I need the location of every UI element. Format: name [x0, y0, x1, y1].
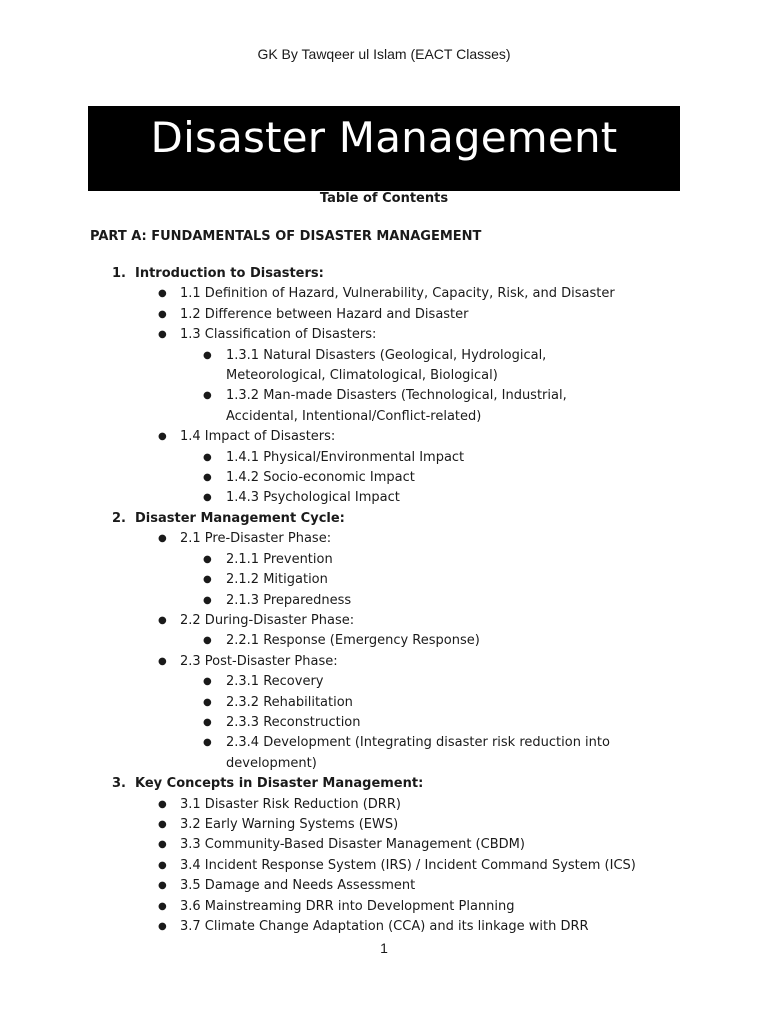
toc-subitem — [0, 448, 636, 468]
bullet-icon: ● — [158, 533, 167, 545]
toc-item-label: 3.5 Damage and Needs Assessment — [180, 878, 416, 894]
section-title: Key Concepts in Disaster Management: — [135, 776, 424, 792]
section-title: Introduction to Disasters: — [135, 266, 324, 281]
toc-item-label: 1.4 Impact of Disasters: — [180, 429, 336, 445]
toc-subitem-label: 2.3.3 Reconstruction — [226, 714, 361, 730]
toc-subitem-label: 2.1.1 Prevention — [226, 551, 333, 567]
section-number: 1. — [112, 266, 126, 281]
bullet-icon: ● — [158, 839, 167, 851]
toc-subitem — [0, 672, 636, 692]
toc-subitem — [0, 346, 636, 387]
bullet-icon: ● — [203, 451, 212, 463]
toc-subitem-label: 2.3.2 Rehabilitation — [226, 694, 353, 710]
toc-heading: Table of Contents — [319, 191, 449, 206]
toc-item-label: 1.2 Difference between Hazard and Disaster — [180, 306, 469, 322]
toc-item — [0, 305, 768, 325]
toc-subitem-label: 2.2.1 Response (Emergency Response) — [226, 633, 480, 649]
bullet-icon: ● — [203, 635, 212, 647]
page-number: 1 — [380, 940, 388, 956]
bullet-icon: ● — [203, 716, 212, 728]
bullet-icon: ● — [158, 900, 167, 912]
bullet-icon: ● — [203, 349, 212, 361]
toc-item-label: 2.1 Pre-Disaster Phase: — [180, 531, 332, 547]
toc-subitem-label: 1.4.2 Socio-economic Impact — [226, 470, 415, 486]
toc-subitem-label: 1.4.1 Physical/Environmental Impact — [226, 449, 465, 465]
section-number: 3. — [112, 776, 126, 792]
toc-item-label: 2.3 Post-Disaster Phase: — [180, 653, 338, 669]
bullet-icon: ● — [203, 553, 212, 565]
bullet-icon: ● — [158, 288, 167, 300]
section-number: 2. — [112, 510, 126, 526]
bullet-icon: ● — [158, 921, 167, 932]
section-title: Disaster Management Cycle: — [135, 510, 345, 526]
bullet-icon: ● — [203, 737, 212, 749]
bullet-icon: ● — [158, 329, 167, 341]
toc-item — [0, 835, 768, 855]
toc-subitem — [0, 693, 636, 713]
toc-item — [0, 815, 768, 835]
bullet-icon: ● — [158, 798, 167, 810]
toc-section — [0, 509, 768, 529]
bullet-icon: ● — [203, 676, 212, 688]
toc-subitem-label: 1.4.3 Psychological Impact — [226, 490, 400, 506]
toc-subitem — [0, 631, 636, 651]
toc-item-label: 2.2 During-Disaster Phase: — [180, 612, 355, 628]
title-banner — [88, 106, 680, 191]
toc-subitem — [0, 468, 636, 488]
toc-item — [0, 325, 768, 345]
toc-subitem-label: 2.1.2 Mitigation — [226, 572, 328, 588]
toc-subitem — [0, 591, 636, 611]
toc-item — [0, 529, 768, 549]
toc-subitem-label: 2.1.3 Preparedness — [226, 592, 352, 608]
bullet-icon: ● — [203, 574, 212, 586]
toc-subitem — [0, 550, 636, 570]
toc-section — [0, 774, 768, 794]
toc-item — [0, 284, 768, 304]
toc-item — [0, 611, 768, 631]
bullet-icon: ● — [158, 655, 167, 667]
bullet-icon: ● — [158, 308, 167, 320]
toc-item-label: 3.1 Disaster Risk Reduction (DRR) — [180, 796, 401, 812]
toc-subitem — [0, 386, 636, 427]
bullet-icon: ● — [158, 859, 167, 871]
toc-item — [0, 876, 768, 896]
toc-subitem-label: 1.3.2 Man-made Disasters (Technological, Industrial, Accidental, Intentional/Conflict-related) — [226, 388, 567, 424]
table-of-contents — [0, 264, 768, 937]
toc-subitem — [0, 488, 636, 508]
toc-item — [0, 652, 768, 672]
toc-item-label: 3.3 Community-Based Disaster Management (CBDM) — [180, 837, 525, 853]
bullet-icon: ● — [158, 880, 167, 892]
document-title: Disaster Management — [150, 113, 618, 162]
bullet-icon: ● — [158, 431, 167, 443]
document-header: GK By Tawqeer ul Islam (EACT Classes) — [257, 46, 511, 62]
toc-item-label: 1.3 Classification of Disasters: — [180, 327, 377, 343]
toc-item-label: 3.2 Early Warning Systems (EWS) — [180, 816, 399, 832]
toc-item — [0, 427, 768, 447]
bullet-icon: ● — [203, 696, 212, 708]
toc-item-label: 1.1 Definition of Hazard, Vulnerability, Capacity, Risk, and Disaster — [180, 286, 615, 302]
bullet-icon: ● — [158, 614, 167, 626]
toc-section — [0, 264, 768, 284]
bullet-icon: ● — [158, 818, 167, 830]
toc-subitem-label: 2.3.1 Recovery — [226, 674, 324, 690]
bullet-icon: ● — [203, 594, 212, 606]
toc-item — [0, 897, 768, 917]
toc-item — [0, 917, 768, 937]
bullet-icon: ● — [203, 472, 212, 484]
toc-item — [0, 795, 768, 815]
toc-subitem — [0, 570, 636, 590]
bullet-icon: ● — [203, 492, 212, 504]
toc-subitem-label: 2.3.4 Development (Integrating disaster risk reduction into development) — [226, 735, 610, 771]
toc-subitem — [0, 713, 636, 733]
toc-subitem — [0, 733, 636, 774]
toc-item-label: 3.6 Mainstreaming DRR into Development Planning — [180, 898, 515, 914]
toc-item-label: 3.4 Incident Response System (IRS) / Incident Command System (ICS) — [180, 857, 636, 873]
bullet-icon: ● — [203, 390, 212, 402]
toc-item — [0, 856, 768, 876]
part-heading: PART A: FUNDAMENTALS OF DISASTER MANAGEMENT — [90, 229, 482, 244]
toc-item-label: 3.7 Climate Change Adaptation (CCA) and its linkage with DRR — [180, 919, 589, 934]
toc-subitem-label: 1.3.1 Natural Disasters (Geological, Hydrological, Meteorological, Climatological, Biological) — [226, 347, 547, 384]
